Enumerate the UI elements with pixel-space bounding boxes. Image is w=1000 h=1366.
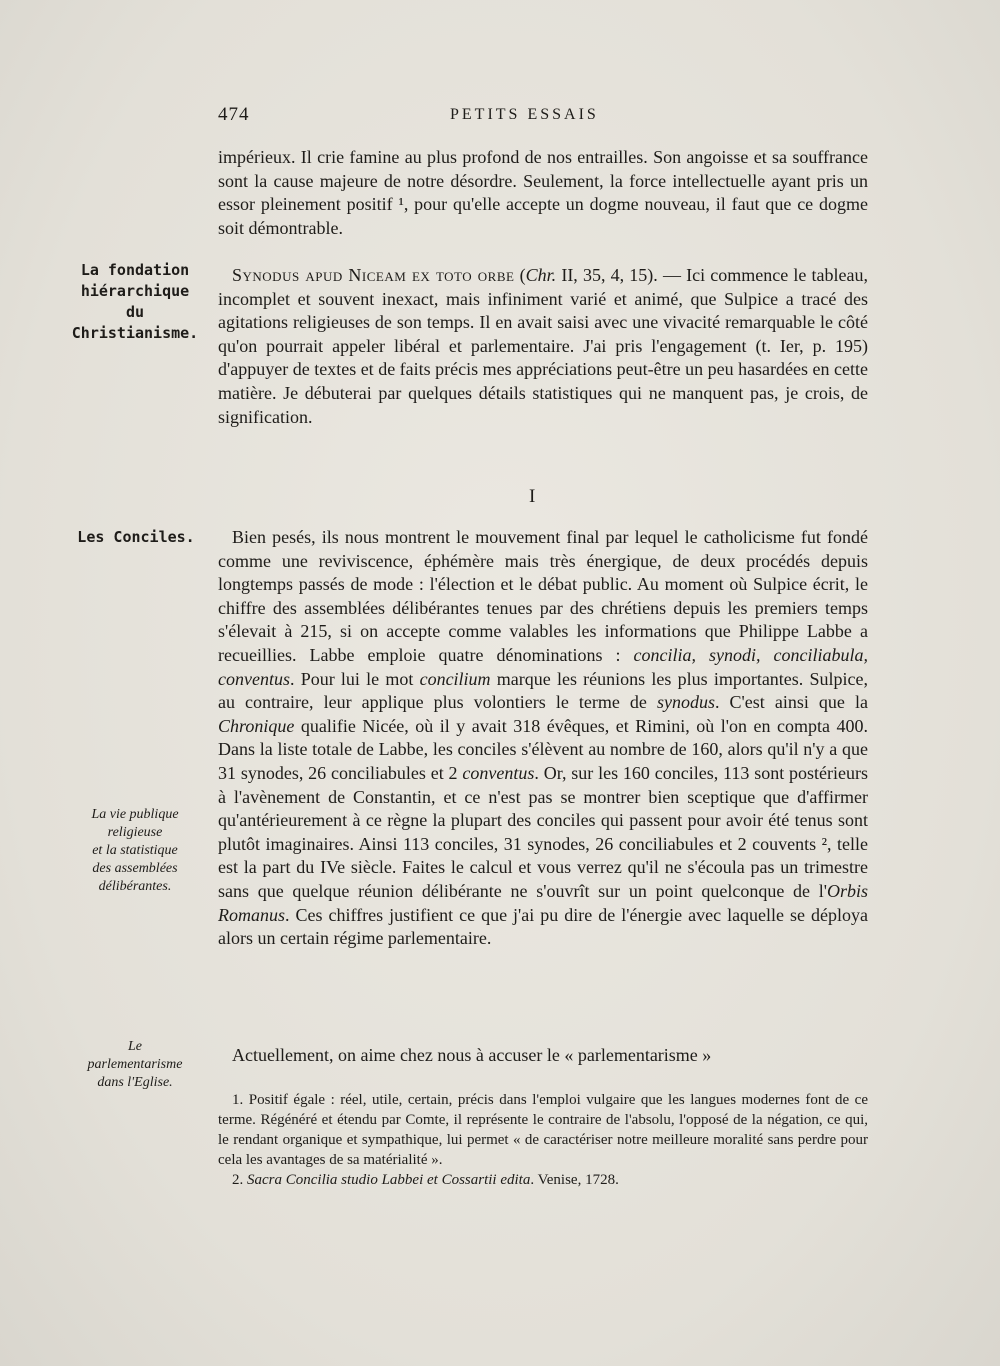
margin-note-line: hiérarchique — [80, 282, 190, 300]
italic-term: Orbis Romanus — [218, 880, 868, 925]
margin-note-line: dans l'Eglise. — [97, 1075, 173, 1090]
text-run: qualifie Nicée, où il y avait 318 évêques, et Rimini, où l'on en compta 400. Dans la liste totale de Labbe, les conciles s'élèvent au nombre de 160, alors qu'il n'y a que 31 synodes, 26 conciliabules et 2 — [218, 715, 868, 783]
italic-term: concilia, synodi, conciliabula, conventus — [218, 644, 868, 689]
text-run: . Pour lui le mot — [289, 668, 420, 689]
footnote-2 — [218, 1170, 868, 1190]
footnote-2-number: 2. — [232, 1172, 247, 1188]
paragraph-text — [218, 264, 868, 429]
margin-note-line: Christianisme. — [71, 324, 199, 342]
running-title: PETITS ESSAIS — [450, 106, 599, 123]
footnote-2-title: Sacra Concilia studio Labbei et Cossartii edita — [247, 1172, 531, 1188]
paragraph-4 — [218, 1044, 868, 1068]
margin-note-line: La vie publique — [91, 807, 179, 822]
paragraph-text: Actuellement, on aime chez nous à accuser le « parlementarisme » — [232, 1045, 712, 1065]
page-number: 474 — [218, 104, 250, 125]
reference-chr: Chr. — [525, 265, 557, 285]
margin-note-line: des assemblées — [92, 861, 178, 876]
page-header — [218, 104, 868, 132]
margin-note-fondation — [60, 260, 210, 344]
italic-term: conventus — [462, 762, 535, 783]
paragraph-1 — [218, 146, 868, 240]
reference-rest: II, 35, 4, 15). — [556, 265, 658, 285]
section-number: I — [529, 486, 536, 507]
paragraph-body: — Ici commence le tableau, incomplet et souvent inexact, mais infiniment varié et animé, que Sulpice a tracé des agitations religieuses de son temps. Il en avait saisi avec une vivacité remarquable le côté qu'on pourrait appeler libéral et parlementaire. J'ai pris l'engagement (t. Ier, p. 195) d'appuyer de textes et de faits précis mes appréciations peut-être un peu hasardées en cette matière. Je débuterai par quelques détails statistiques qui ne manquent pas, je crois, de signification. — [218, 265, 869, 427]
paragraph-3 — [218, 526, 868, 951]
text-run: marque les réunions les plus importantes. Sulpice, au contraire, leur applique plus volontiers le terme de — [218, 668, 869, 713]
margin-note-line: délibérantes. — [98, 879, 172, 894]
paragraph-text: impérieux. Il crie famine au plus profond de nos entrailles. Son angoisse et sa souffrance sont la cause majeure de notre désordre. Seulement, la force intellectuelle ayant pris un essor pleinement positif ¹, pour qu'elle accepte un dogme nouveau, il faut que ce dogme soit démontrable. — [218, 147, 868, 238]
margin-note-line: religieuse — [107, 825, 163, 840]
text-run: . Or, sur les 160 conciles, 113 sont postérieurs à l'avènement de Constantin, et ce n'est pas se montrer bien sceptique que d'affirmer qu'antérieurement à ce règne la plupart des conciles qui passent pour avoir été tenus sont plutôt imaginaires. Ainsi 113 conciles, 31 synodes, 26 conciliabules et 2 couvents ², telle est la part du IVe siècle. Faites le calcul et vous verrez qu'il ne s'écoula pas un trimestre sans que quelque réunion délibérante ne s'ouvrît sur un point quelconque de l' — [218, 762, 868, 901]
margin-note-line: du — [125, 303, 145, 321]
text-run: . C'est ainsi que la — [714, 692, 868, 713]
italic-term: concilium — [419, 668, 491, 689]
italic-term: Chronique — [218, 715, 295, 736]
text-run: . Ces chiffres justifient ce que j'ai pu dire de l'énergie avec laquelle se déploya alors un certain régime parlementaire. — [218, 904, 868, 949]
text-run: Bien pesés, ils nous montrent le mouvement final par lequel le catholicisme fut fondé comme une reviviscence, éphémère mais très énergique, de deux procédés depuis longtemps passés de mode : l'élection et le débat public. Au moment où Sulpice écrit, le chiffre des assemblées délibérantes tenues par des chrétiens depuis les premiers temps s'élevait à 215, si on accepte comme valables les informations que Philippe Labbe a recueillies. Labbe emploie quatre dénominations : — [218, 527, 868, 665]
paragraph-2 — [218, 264, 868, 429]
reference-open: ( — [519, 265, 526, 285]
margin-note-line: Les Conciles. — [77, 528, 195, 546]
margin-note-vie-publique — [60, 806, 210, 896]
margin-note-line: La fondation — [80, 261, 190, 279]
footnotes — [218, 1090, 868, 1190]
italic-term: synodus — [656, 692, 715, 713]
footnote-1: 1. Positif égale : réel, utile, certain, précis dans l'emploi vulgaire que les langues modernes font de ce terme. Régénéré et étendu par Comte, il représente le contraire de l'absolu, l'opposé de la négation, ce qui, le rendant organique et sympathique, lui permet « de caractériser notre meilleure moralité sans perdre pour cela les avantages de sa matérialité ». — [218, 1092, 868, 1168]
margin-note-line: parlementarisme — [87, 1057, 183, 1072]
margin-note-line: et la statistique — [92, 843, 178, 858]
footnote-2-rest: . Venise, 1728. — [530, 1172, 619, 1188]
section-heading: Synodus apud Niceam ex toto orbe — [232, 265, 515, 285]
margin-note-conciles — [56, 527, 216, 548]
paragraph-text — [218, 526, 868, 951]
margin-note-parlementarisme — [60, 1038, 210, 1092]
margin-note-line: Le — [128, 1039, 142, 1054]
